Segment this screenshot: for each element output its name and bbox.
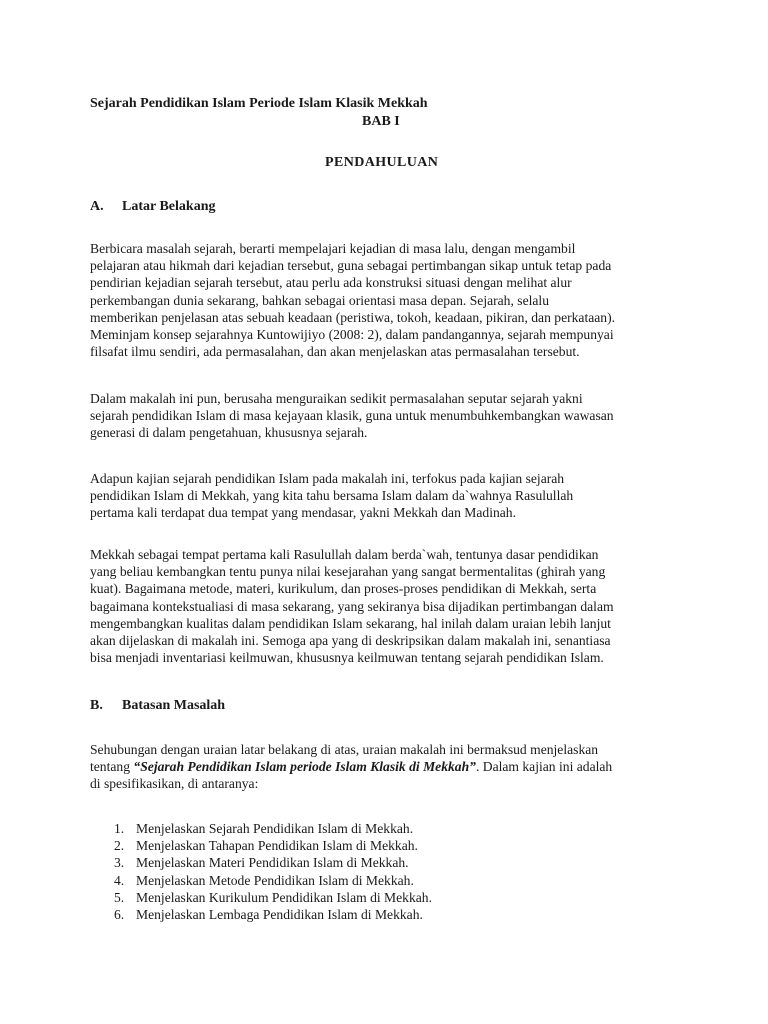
- paragraph-line: akan dijelaskan di makalah ini. Semoga apa yang di deskripsikan dalam makalah ini, senantiasa: [90, 633, 611, 649]
- list-number: 2.: [114, 838, 125, 854]
- paragraph-line: Meminjam konsep sejarahnya Kuntowijiyo (2008: 2), dalam pandangannya, sejarah mempunyai: [90, 327, 614, 343]
- paragraph-line: di spesifikasikan, di antaranya:: [90, 776, 259, 792]
- section-b-heading: [90, 697, 225, 714]
- paragraph-latar-belakang-1: [90, 240, 676, 360]
- paragraph-line: Mekkah sebagai tempat pertama kali Rasulullah dalam berda`wah, tentunya dasar pendidikan: [90, 547, 599, 562]
- line-suffix: . Dalam kajian ini adalah: [475, 759, 613, 775]
- chapter-number: BAB I: [362, 114, 400, 129]
- paragraph-line: pelajaran atau hikmah dari kejadian tersebut, guna sebagai pertimbangan sikap untuk tetap pada: [90, 258, 612, 274]
- objectives-list: [114, 820, 432, 923]
- list-text: Menjelaskan Metode Pendidikan Islam di Mekkah.: [136, 872, 414, 888]
- paragraph-line: Berbicara masalah sejarah, berarti mempelajari kejadian di masa lalu, dengan mengambil: [90, 241, 576, 256]
- chapter-title: PENDAHULUAN: [325, 155, 439, 170]
- paragraph-line: kuat). Bagaimana metode, materi, kurikulum, dan proses-proses pendidikan di Mekkah, serta: [90, 581, 597, 597]
- list-item: [114, 889, 432, 906]
- paragraph-line: sejarah pendidikan Islam di masa kejayaan klasik, guna untuk menumbuhkembangkan wawasan: [90, 408, 614, 424]
- list-item: [114, 837, 432, 854]
- paragraph-batasan-masalah: [90, 741, 676, 793]
- paragraph-line: mengembangkan kualitas dalam pendidikan Islam sekarang, hal inilah dalam uraian lebih lanjut: [90, 615, 611, 631]
- list-text: Menjelaskan Tahapan Pendidikan Islam di Mekkah.: [136, 838, 418, 854]
- paragraph-line: Adapun kajian sejarah pendidikan Islam pada makalah ini, terfokus pada kajian sejarah: [90, 471, 565, 486]
- paragraph-line: pendidikan Islam di Mekkah, yang kita tahu bersama Islam dalam da`wahnya Rasulullah: [90, 488, 574, 504]
- paragraph-line: Dalam makalah ini pun, berusaha menguraikan sedikit permasalahan seputar sejarah yakni: [90, 391, 583, 406]
- paragraph-line: bisa menjadi inventariasi keilmuwan, khususnya keilmuwan tentang sejarah pendidikan Islam.: [90, 650, 604, 666]
- paragraph-line: [90, 758, 676, 775]
- paragraph-latar-belakang-2: [90, 390, 676, 442]
- list-number: 1.: [114, 821, 125, 836]
- paragraph-line: pertama kali terdapat dua tempat yang mendasar, yakni Mekkah dan Madinah.: [90, 505, 516, 521]
- list-text: Menjelaskan Kurikulum Pendidikan Islam di Mekkah.: [136, 889, 432, 905]
- paragraph-line: pendirian kejadian sejarah tersebut, atau perlu ada konstruksi situasi dengan melihat alur: [90, 275, 572, 291]
- list-item: [114, 872, 432, 889]
- list-text: Menjelaskan Materi Pendidikan Islam di Mekkah.: [136, 855, 409, 871]
- section-a-heading: [90, 198, 215, 215]
- document-title: Sejarah Pendidikan Islam Periode Islam Klasik Mekkah: [90, 96, 428, 111]
- emphasized-title: “Sejarah Pendidikan Islam periode Islam Klasik di Mekkah”: [133, 759, 476, 775]
- list-item: [114, 820, 432, 837]
- section-b-title: Batasan Masalah: [122, 698, 226, 713]
- list-number: 3.: [114, 855, 125, 871]
- section-a-letter: A.: [90, 199, 104, 214]
- paragraph-line: yang beliau kembangkan tentu punya nilai kesejarahan yang sangat bermentalitas (ghirah yang: [90, 564, 606, 580]
- paragraph-line: perkembangan dunia sekarang, bahkan sebagai orientasi masa depan. Sejarah, selalu: [90, 292, 549, 308]
- line-prefix: tentang: [90, 759, 134, 775]
- paragraph-line: filsafat ilmu sendiri, ada permasalahan, dan akan menjelaskan atas permasalahan tersebut.: [90, 344, 580, 360]
- list-item: [114, 854, 432, 871]
- list-item: [114, 906, 432, 923]
- list-text: Menjelaskan Sejarah Pendidikan Islam di Mekkah.: [136, 821, 414, 836]
- paragraph-line: generasi di dalam pengetahuan, khususnya sejarah.: [90, 425, 368, 441]
- paragraph-latar-belakang-3: [90, 470, 676, 522]
- list-number: 4.: [114, 872, 125, 888]
- list-text: Menjelaskan Lembaga Pendidikan Islam di Mekkah.: [136, 907, 423, 923]
- section-a-title: Latar Belakang: [122, 199, 216, 214]
- paragraph-latar-belakang-4: [90, 546, 676, 666]
- section-b-letter: B.: [90, 698, 103, 713]
- paragraph-line: memberikan penjelasan atas sebuah keadaan (peristiwa, tokoh, keadaan, pikiran, dan perkataan).: [90, 309, 616, 325]
- list-number: 6.: [114, 907, 125, 923]
- paragraph-line: bagaimana kontekstualiasi di masa sekarang, yang sekiranya bisa dijadikan pertimbangan dalam: [90, 598, 614, 614]
- paragraph-line: Sehubungan dengan uraian latar belakang di atas, uraian makalah ini bermaksud menjelaskan: [90, 742, 599, 757]
- list-number: 5.: [114, 889, 125, 905]
